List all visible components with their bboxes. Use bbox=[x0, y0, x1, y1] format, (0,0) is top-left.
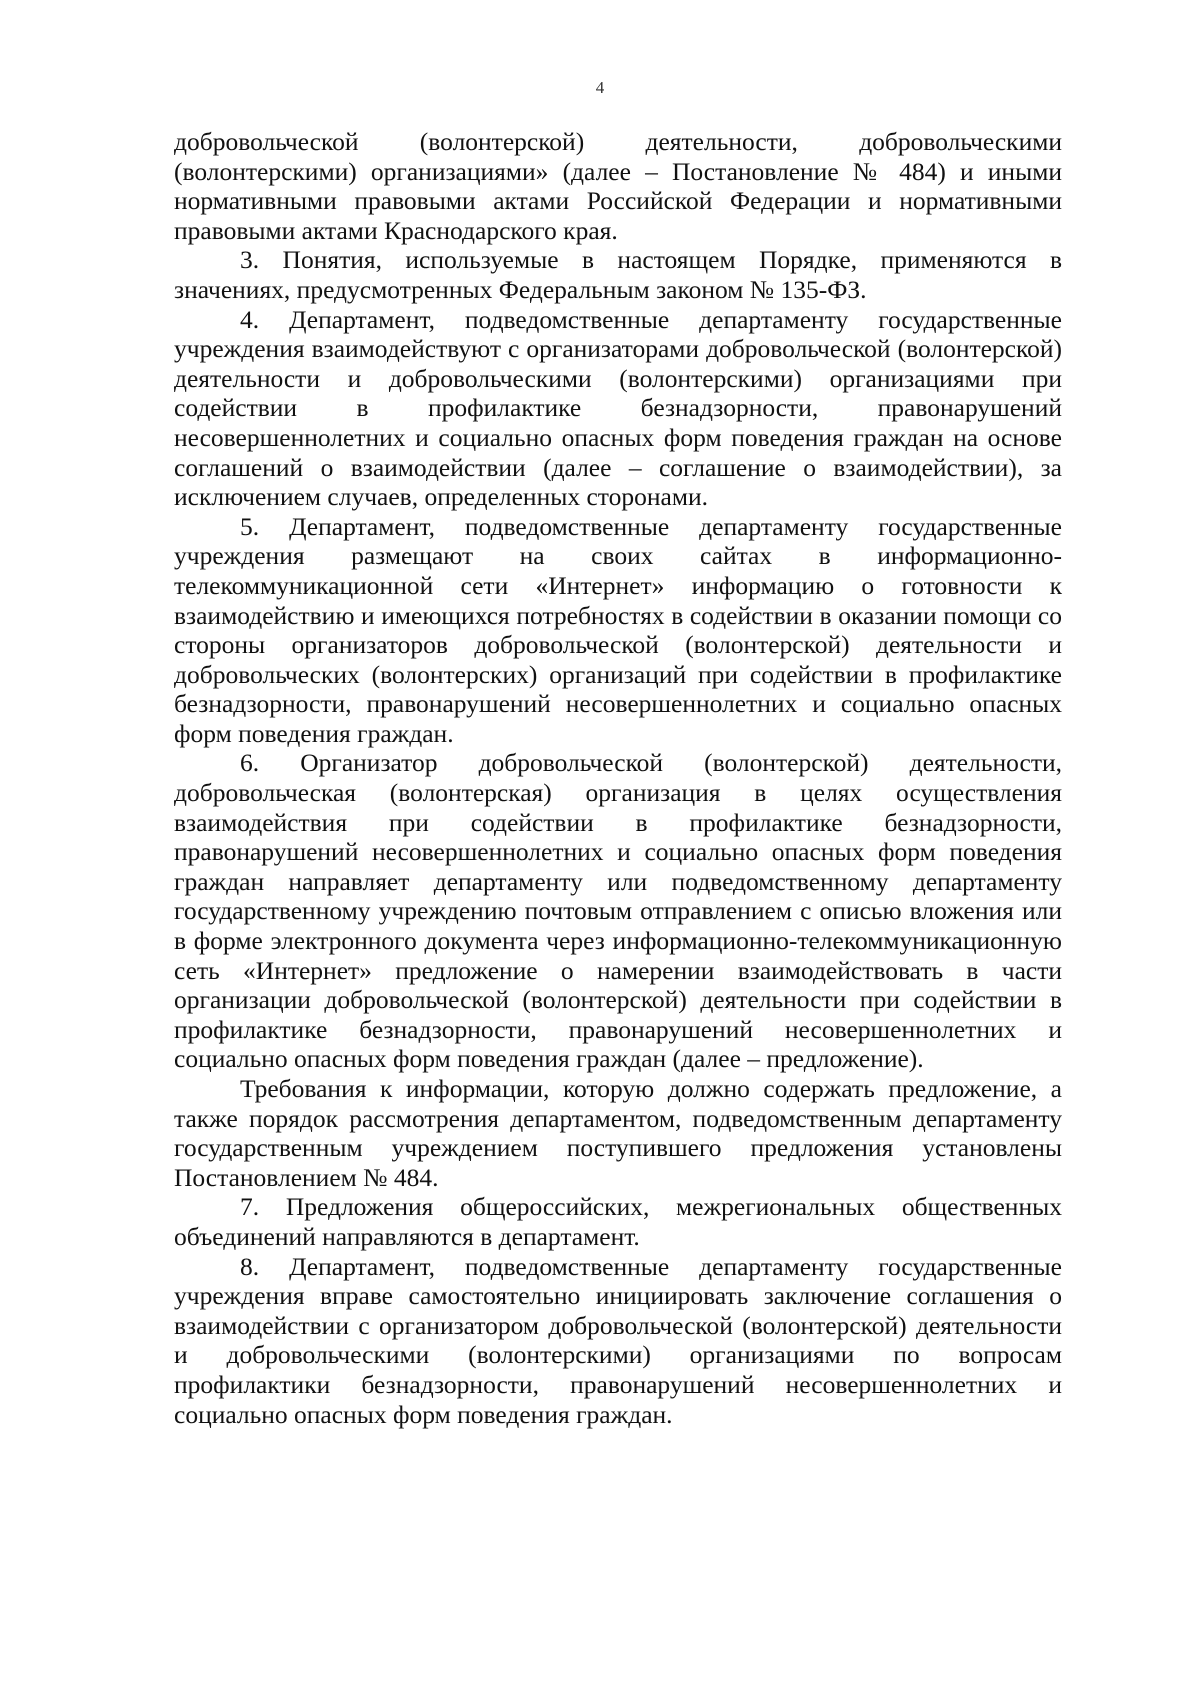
paragraph-5: 5. Департамент, подведомственные департаменту государственные учреждения размещают на своих сайтах в информационно-телекоммуникационной сети «Интернет» информацию о готовности к взаимодействию и имеющихся потребностях в содействии в оказании помощи со стороны организаторов добровольческой (волонтерской) деятельности и добровольческих (волонтерских) организаций при содействии в профилактике безнадзорности, правонарушений несовершеннолетних и социально опасных форм поведения граждан. bbox=[174, 511, 1062, 748]
paragraph-7: 7. Предложения общероссийских, межрегиональных общественных объединений направляются в департамент. bbox=[174, 1192, 1062, 1251]
paragraph-4: 4. Департамент, подведомственные департаменту государственные учреждения взаимодействуют с организаторами добровольческой (волонтерской) деятельности и добровольческими (волонтерскими) организациями при содействии в профилактике безнадзорности, правонарушений несовершеннолетних и социально опасных форм поведения граждан на основе соглашений о взаимодействии (далее – соглашение о взаимодействии), за исключением случаев, определенных сторонами. bbox=[174, 304, 1062, 512]
paragraph-8: 8. Департамент, подведомственные департаменту государственные учреждения вправе самостоятельно инициировать заключение соглашения о взаимодействии с организатором добровольческой (волонтерской) деятельности и добровольческими (волонтерскими) организациями по вопросам профилактики безнадзорности, правонарушений несовершеннолетних и социально опасных форм поведения граждан. bbox=[174, 1251, 1062, 1429]
paragraph-6-requirements: Требования к информации, которую должно содержать предложение, а также порядок рассмотрения департаментом, подведомственным департаменту государственным учреждением поступившего предложения установлены Постановлением № 484. bbox=[174, 1074, 1062, 1192]
page-number: 4 bbox=[595, 78, 605, 97]
paragraph-3: 3. Понятия, используемые в настоящем Порядке, применяются в значениях, предусмотренных Федеральным законом № 135-ФЗ. bbox=[174, 245, 1062, 304]
paragraph-6: 6. Организатор добровольческой (волонтерской) деятельности, добровольческая (волонтерская) организация в целях осуществления взаимодействия при содействии в профилактике безнадзорности, правонарушений несовершеннолетних и социально опасных форм поведения граждан направляет департаменту или подведомственному департаменту государственному учреждению почтовым отправлением с описью вложения или в форме электронного документа через информационно-телекоммуникационную сеть «Интернет» предложение о намерении взаимодействовать в части организации добровольческой (волонтерской) деятельности при содействии в профилактике безнадзорности, правонарушений несовершеннолетних и социально опасных форм поведения граждан (далее – предложение). bbox=[174, 748, 1062, 1074]
paragraph-continuation: добровольческой (волонтерской) деятельности, добровольческими (волонтерскими) организациями» (далее – Постановление № 484) и иными нормативными правовыми актами Российской Федерации и нормативными правовыми актами Краснодарского края. bbox=[174, 127, 1062, 245]
document-body bbox=[174, 127, 1062, 1429]
